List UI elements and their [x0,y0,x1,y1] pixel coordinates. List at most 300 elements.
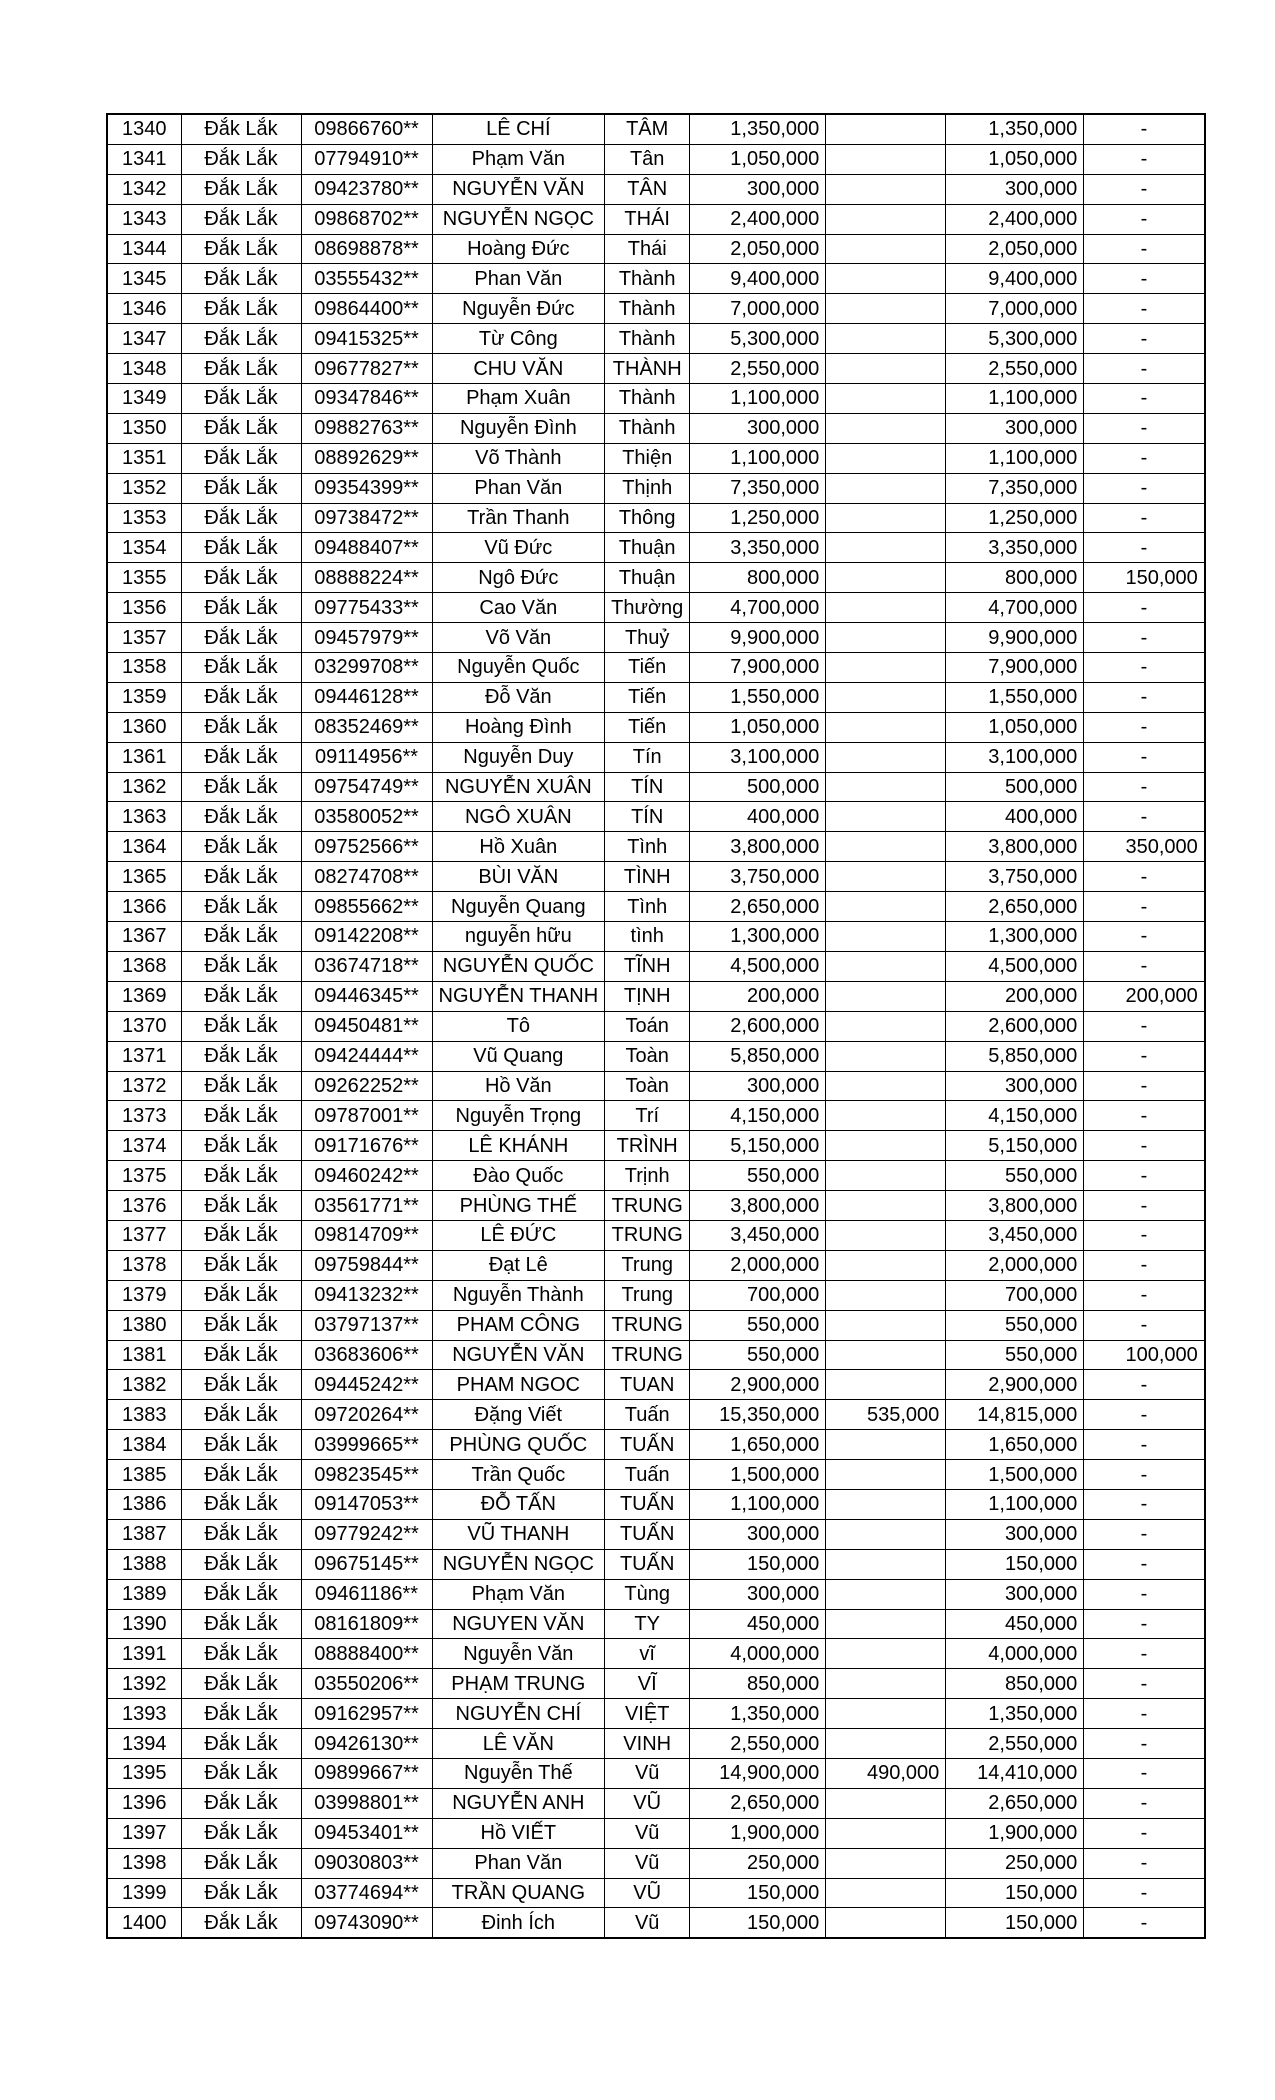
table-row [107,981,1205,1011]
amount-cell: 2,400,000 [690,204,826,234]
extra-amount-cell: - [1084,951,1205,981]
stt-cell: 1368 [107,951,181,981]
stt-cell: 1383 [107,1400,181,1430]
amount-cell: 300,000 [690,413,826,443]
phone-cell: 09738472** [301,503,432,533]
amount-cell: 3,750,000 [690,862,826,892]
phone-cell: 08161809** [301,1609,432,1639]
phone-cell: 09147053** [301,1489,432,1519]
table-row [107,1370,1205,1400]
province-cell: Đắk Lắk [181,1430,301,1460]
given-name-cell: Tùng [605,1579,690,1609]
deduction-cell [826,563,946,593]
table-row [107,653,1205,683]
net-amount-cell: 700,000 [946,1280,1084,1310]
net-amount-cell: 2,400,000 [946,204,1084,234]
deduction-cell [826,1280,946,1310]
given-name-cell: Trung [605,1280,690,1310]
deduction-cell [826,1609,946,1639]
province-cell: Đắk Lắk [181,1131,301,1161]
phone-cell: 07794910** [301,144,432,174]
surname-cell: Trần Quốc [432,1460,605,1490]
net-amount-cell: 7,000,000 [946,294,1084,324]
deduction-cell [826,922,946,952]
surname-cell: PHAM CÔNG [432,1310,605,1340]
given-name-cell: VĨ [605,1669,690,1699]
extra-amount-cell: - [1084,1729,1205,1759]
stt-cell: 1392 [107,1669,181,1699]
stt-cell: 1372 [107,1071,181,1101]
stt-cell: 1358 [107,653,181,683]
phone-cell: 09162957** [301,1699,432,1729]
net-amount-cell: 2,550,000 [946,1729,1084,1759]
province-cell: Đắk Lắk [181,1191,301,1221]
extra-amount-cell: - [1084,1699,1205,1729]
province-cell: Đắk Lắk [181,473,301,503]
table-row [107,1519,1205,1549]
net-amount-cell: 1,350,000 [946,114,1084,144]
surname-cell: Đạt Lê [432,1250,605,1280]
province-cell: Đắk Lắk [181,1908,301,1938]
net-amount-cell: 3,100,000 [946,742,1084,772]
stt-cell: 1385 [107,1460,181,1490]
deduction-cell [826,114,946,144]
amount-cell: 4,700,000 [690,593,826,623]
deduction-cell [826,862,946,892]
given-name-cell: VIỆT [605,1699,690,1729]
stt-cell: 1341 [107,144,181,174]
province-cell: Đắk Lắk [181,951,301,981]
table-row [107,473,1205,503]
amount-cell: 2,900,000 [690,1370,826,1400]
net-amount-cell: 4,150,000 [946,1101,1084,1131]
surname-cell: PHẠM TRUNG [432,1669,605,1699]
province-cell: Đắk Lắk [181,1340,301,1370]
province-cell: Đắk Lắk [181,712,301,742]
table-row [107,1788,1205,1818]
stt-cell: 1379 [107,1280,181,1310]
phone-cell: 09743090** [301,1908,432,1938]
net-amount-cell: 7,350,000 [946,473,1084,503]
table-row [107,204,1205,234]
amount-cell: 3,100,000 [690,742,826,772]
table-row [107,1549,1205,1579]
given-name-cell: Thành [605,384,690,414]
province-cell: Đắk Lắk [181,563,301,593]
given-name-cell: Toán [605,1011,690,1041]
phone-cell: 09677827** [301,354,432,384]
table-row [107,1041,1205,1071]
phone-cell: 09446128** [301,682,432,712]
extra-amount-cell: - [1084,892,1205,922]
surname-cell: Nguyễn Văn [432,1639,605,1669]
amount-cell: 3,350,000 [690,533,826,563]
stt-cell: 1348 [107,354,181,384]
table-row [107,1848,1205,1878]
deduction-cell [826,413,946,443]
stt-cell: 1340 [107,114,181,144]
extra-amount-cell: - [1084,234,1205,264]
given-name-cell: Toàn [605,1041,690,1071]
given-name-cell: VINH [605,1729,690,1759]
table-row [107,832,1205,862]
net-amount-cell: 300,000 [946,1071,1084,1101]
province-cell: Đắk Lắk [181,892,301,922]
amount-cell: 850,000 [690,1669,826,1699]
province-cell: Đắk Lắk [181,1071,301,1101]
amount-cell: 500,000 [690,772,826,802]
net-amount-cell: 5,850,000 [946,1041,1084,1071]
deduction-cell [826,1101,946,1131]
deduction-cell [826,1430,946,1460]
stt-cell: 1388 [107,1549,181,1579]
stt-cell: 1365 [107,862,181,892]
deduction-cell [826,1250,946,1280]
stt-cell: 1347 [107,324,181,354]
stt-cell: 1393 [107,1699,181,1729]
extra-amount-cell: - [1084,204,1205,234]
surname-cell: Phạm Xuân [432,384,605,414]
extra-amount-cell: - [1084,653,1205,683]
deduction-cell [826,1460,946,1490]
amount-cell: 3,450,000 [690,1220,826,1250]
deduction-cell [826,1131,946,1161]
table-row [107,1609,1205,1639]
surname-cell: Đào Quốc [432,1161,605,1191]
phone-cell: 09752566** [301,832,432,862]
table-row [107,1161,1205,1191]
net-amount-cell: 500,000 [946,772,1084,802]
surname-cell: Đặng Viết [432,1400,605,1430]
table-row [107,354,1205,384]
extra-amount-cell: - [1084,1041,1205,1071]
given-name-cell: VŨ [605,1788,690,1818]
province-cell: Đắk Lắk [181,1400,301,1430]
amount-cell: 550,000 [690,1161,826,1191]
net-amount-cell: 150,000 [946,1549,1084,1579]
net-amount-cell: 5,300,000 [946,324,1084,354]
extra-amount-cell: - [1084,772,1205,802]
stt-cell: 1349 [107,384,181,414]
net-amount-cell: 14,815,000 [946,1400,1084,1430]
stt-cell: 1400 [107,1908,181,1938]
deduction-cell [826,1579,946,1609]
province-cell: Đắk Lắk [181,772,301,802]
table-row [107,1729,1205,1759]
amount-cell: 3,800,000 [690,832,826,862]
extra-amount-cell: - [1084,473,1205,503]
net-amount-cell: 1,500,000 [946,1460,1084,1490]
table-row [107,1220,1205,1250]
province-cell: Đắk Lắk [181,1609,301,1639]
table-row [107,951,1205,981]
given-name-cell: TÂN [605,174,690,204]
deduction-cell [826,682,946,712]
province-cell: Đắk Lắk [181,144,301,174]
phone-cell: 09354399** [301,473,432,503]
extra-amount-cell: - [1084,1489,1205,1519]
table-row [107,1878,1205,1908]
table-row [107,1101,1205,1131]
stt-cell: 1364 [107,832,181,862]
phone-cell: 09754749** [301,772,432,802]
province-cell: Đắk Lắk [181,682,301,712]
table-row [107,234,1205,264]
province-cell: Đắk Lắk [181,1280,301,1310]
net-amount-cell: 1,050,000 [946,712,1084,742]
given-name-cell: Vũ [605,1908,690,1938]
province-cell: Đắk Lắk [181,593,301,623]
table-row [107,1460,1205,1490]
stt-cell: 1342 [107,174,181,204]
province-cell: Đắk Lắk [181,204,301,234]
amount-cell: 550,000 [690,1340,826,1370]
extra-amount-cell: - [1084,862,1205,892]
phone-cell: 09488407** [301,533,432,563]
extra-amount-cell: - [1084,802,1205,832]
stt-cell: 1371 [107,1041,181,1071]
deduction-cell [826,1669,946,1699]
stt-cell: 1357 [107,623,181,653]
province-cell: Đắk Lắk [181,1699,301,1729]
extra-amount-cell: - [1084,533,1205,563]
phone-cell: 03674718** [301,951,432,981]
amount-cell: 9,900,000 [690,623,826,653]
deduction-cell [826,264,946,294]
net-amount-cell: 3,750,000 [946,862,1084,892]
province-cell: Đắk Lắk [181,503,301,533]
phone-cell: 09424444** [301,1041,432,1071]
table-row [107,413,1205,443]
phone-cell: 03299708** [301,653,432,683]
deduction-cell [826,1310,946,1340]
table-row [107,1011,1205,1041]
amount-cell: 1,900,000 [690,1818,826,1848]
extra-amount-cell: - [1084,1878,1205,1908]
given-name-cell: TY [605,1609,690,1639]
extra-amount-cell: - [1084,1908,1205,1938]
given-name-cell: VŨ [605,1878,690,1908]
net-amount-cell: 400,000 [946,802,1084,832]
net-amount-cell: 3,800,000 [946,1191,1084,1221]
table-row [107,1280,1205,1310]
given-name-cell: Thuỷ [605,623,690,653]
surname-cell: LÊ VĂN [432,1729,605,1759]
phone-cell: 09445242** [301,1370,432,1400]
extra-amount-cell: - [1084,1430,1205,1460]
phone-cell: 09114956** [301,742,432,772]
deduction-cell [826,1878,946,1908]
surname-cell: Phạm Văn [432,1579,605,1609]
table-row [107,144,1205,174]
province-cell: Đắk Lắk [181,413,301,443]
province-cell: Đắk Lắk [181,832,301,862]
phone-cell: 09142208** [301,922,432,952]
given-name-cell: Thiện [605,443,690,473]
table-row [107,384,1205,414]
net-amount-cell: 800,000 [946,563,1084,593]
amount-cell: 2,650,000 [690,1788,826,1818]
net-amount-cell: 3,800,000 [946,832,1084,862]
phone-cell: 09453401** [301,1818,432,1848]
phone-cell: 09347846** [301,384,432,414]
deduction-cell [826,384,946,414]
deduction-cell [826,354,946,384]
surname-cell: Nguyễn Thế [432,1758,605,1788]
extra-amount-cell: - [1084,742,1205,772]
given-name-cell: TRUNG [605,1340,690,1370]
deduction-cell [826,951,946,981]
given-name-cell: Vũ [605,1758,690,1788]
given-name-cell: TÍN [605,772,690,802]
surname-cell: Hồ Văn [432,1071,605,1101]
given-name-cell: THÀNH [605,354,690,384]
province-cell: Đắk Lắk [181,1489,301,1519]
extra-amount-cell: - [1084,1220,1205,1250]
amount-cell: 150,000 [690,1908,826,1938]
net-amount-cell: 2,600,000 [946,1011,1084,1041]
phone-cell: 09675145** [301,1549,432,1579]
deduction-cell [826,1191,946,1221]
net-amount-cell: 150,000 [946,1908,1084,1938]
deduction-cell [826,1788,946,1818]
net-amount-cell: 4,700,000 [946,593,1084,623]
extra-amount-cell: - [1084,1191,1205,1221]
net-amount-cell: 1,050,000 [946,144,1084,174]
deduction-cell [826,324,946,354]
surname-cell: NGUYỄN QUỐC [432,951,605,981]
stt-cell: 1343 [107,204,181,234]
net-amount-cell: 2,650,000 [946,1788,1084,1818]
deduction-cell [826,204,946,234]
table-row [107,1579,1205,1609]
province-cell: Đắk Lắk [181,1818,301,1848]
phone-cell: 09720264** [301,1400,432,1430]
deduction-cell [826,1161,946,1191]
amount-cell: 1,550,000 [690,682,826,712]
province-cell: Đắk Lắk [181,533,301,563]
province-cell: Đắk Lắk [181,1161,301,1191]
table-row [107,1191,1205,1221]
given-name-cell: Toàn [605,1071,690,1101]
surname-cell: PHÙNG THẾ [432,1191,605,1221]
given-name-cell: TUẤN [605,1430,690,1460]
surname-cell: Hoàng Đức [432,234,605,264]
given-name-cell: TÌNH [605,862,690,892]
net-amount-cell: 4,500,000 [946,951,1084,981]
stt-cell: 1378 [107,1250,181,1280]
deduction-cell [826,1220,946,1250]
phone-cell: 08698878** [301,234,432,264]
given-name-cell: Tuấn [605,1460,690,1490]
province-cell: Đắk Lắk [181,862,301,892]
extra-amount-cell: - [1084,1101,1205,1131]
amount-cell: 300,000 [690,1519,826,1549]
given-name-cell: Tình [605,892,690,922]
surname-cell: NGUYỄN NGỌC [432,204,605,234]
amount-cell: 300,000 [690,1579,826,1609]
surname-cell: LÊ ĐỨC [432,1220,605,1250]
amount-cell: 7,900,000 [690,653,826,683]
net-amount-cell: 1,900,000 [946,1818,1084,1848]
amount-cell: 1,100,000 [690,384,826,414]
deduction-cell [826,593,946,623]
deduction-cell [826,1699,946,1729]
surname-cell: CHU VĂN [432,354,605,384]
deduction-cell [826,1818,946,1848]
province-cell: Đắk Lắk [181,1878,301,1908]
deduction-cell [826,892,946,922]
extra-amount-cell: - [1084,1669,1205,1699]
phone-cell: 03580052** [301,802,432,832]
given-name-cell: Thành [605,264,690,294]
amount-cell: 4,500,000 [690,951,826,981]
phone-cell: 09423780** [301,174,432,204]
net-amount-cell: 2,550,000 [946,354,1084,384]
deduction-cell [826,653,946,683]
surname-cell: Vũ Quang [432,1041,605,1071]
given-name-cell: Tình [605,832,690,862]
extra-amount-cell: 100,000 [1084,1340,1205,1370]
given-name-cell: Trịnh [605,1161,690,1191]
given-name-cell: TUAN [605,1370,690,1400]
extra-amount-cell: - [1084,1011,1205,1041]
net-amount-cell: 1,350,000 [946,1699,1084,1729]
given-name-cell: TUẤN [605,1519,690,1549]
province-cell: Đắk Lắk [181,1729,301,1759]
surname-cell: Vũ Đức [432,533,605,563]
province-cell: Đắk Lắk [181,981,301,1011]
province-cell: Đắk Lắk [181,264,301,294]
stt-cell: 1346 [107,294,181,324]
amount-cell: 1,100,000 [690,1489,826,1519]
extra-amount-cell: - [1084,1639,1205,1669]
stt-cell: 1370 [107,1011,181,1041]
amount-cell: 9,400,000 [690,264,826,294]
net-amount-cell: 14,410,000 [946,1758,1084,1788]
net-amount-cell: 550,000 [946,1310,1084,1340]
province-cell: Đắk Lắk [181,1370,301,1400]
province-cell: Đắk Lắk [181,354,301,384]
stt-cell: 1381 [107,1340,181,1370]
phone-cell: 09866760** [301,114,432,144]
stt-cell: 1380 [107,1310,181,1340]
deduction-cell [826,503,946,533]
extra-amount-cell: - [1084,593,1205,623]
table-row [107,922,1205,952]
surname-cell: Võ Thành [432,443,605,473]
stt-cell: 1354 [107,533,181,563]
surname-cell: NGUYEN VĂN [432,1609,605,1639]
stt-cell: 1363 [107,802,181,832]
given-name-cell: Vũ [605,1818,690,1848]
extra-amount-cell: - [1084,174,1205,204]
data-table [106,113,1206,1939]
net-amount-cell: 300,000 [946,413,1084,443]
province-cell: Đắk Lắk [181,1639,301,1669]
table-row [107,1400,1205,1430]
table-row [107,324,1205,354]
province-cell: Đắk Lắk [181,234,301,264]
stt-cell: 1373 [107,1101,181,1131]
stt-cell: 1374 [107,1131,181,1161]
amount-cell: 2,550,000 [690,1729,826,1759]
phone-cell: 09855662** [301,892,432,922]
table-body [107,114,1205,1938]
extra-amount-cell: - [1084,294,1205,324]
amount-cell: 150,000 [690,1878,826,1908]
given-name-cell: Tiến [605,653,690,683]
